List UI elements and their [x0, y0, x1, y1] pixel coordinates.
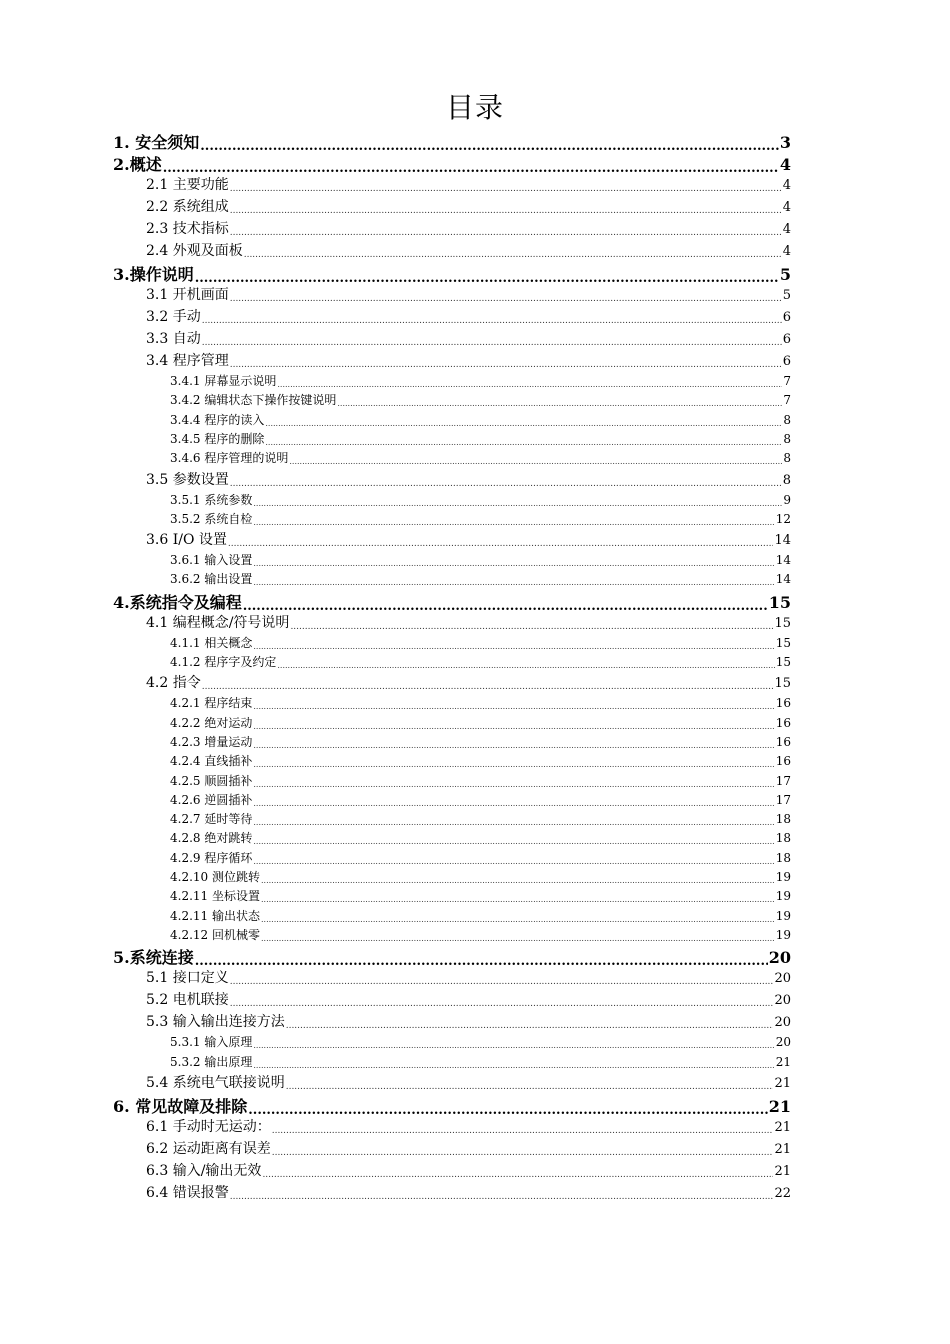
- toc-entry-page: 20: [774, 971, 791, 987]
- toc-entry-level1[interactable]: [113, 262, 791, 284]
- toc-entry-level3[interactable]: [170, 411, 791, 430]
- dot-leader: [253, 837, 774, 849]
- toc-entry-page: 16: [775, 696, 791, 711]
- toc-entry-level2[interactable]: [146, 1138, 791, 1160]
- toc-entry-level3[interactable]: [170, 510, 791, 529]
- toc-entry-page: 18: [775, 812, 791, 827]
- toc-entry-page: 4: [782, 244, 791, 259]
- toc-entry-level2[interactable]: [146, 1182, 791, 1204]
- toc-entry-title: 3.操作说明: [113, 265, 194, 284]
- toc-entry-level3[interactable]: [170, 772, 791, 791]
- dot-leader: [253, 799, 774, 811]
- toc-entry-title: 2.概述: [113, 155, 162, 174]
- dot-leader: [253, 780, 774, 792]
- dot-leader: [253, 1061, 774, 1073]
- toc-entry-title: 4.2.8 绝对跳转: [170, 831, 253, 846]
- toc-entry-level3[interactable]: [170, 733, 791, 752]
- toc-entry-title: 4.2.6 逆圆插补: [170, 792, 253, 807]
- toc-entry-level2[interactable]: [146, 1072, 791, 1094]
- toc-entry-page: 14: [774, 533, 791, 549]
- toc-entry-title: 3.6.1 输入设置: [170, 553, 253, 568]
- toc-entry-page: 17: [775, 792, 791, 807]
- toc-entry-level3[interactable]: [170, 829, 791, 848]
- page-title: 目录: [445, 91, 504, 124]
- toc-entry-title: 3.3 自动: [146, 331, 201, 347]
- toc-entry-title: 3.5.2 系统自检: [170, 511, 253, 526]
- toc-entry-level2[interactable]: [146, 1116, 791, 1138]
- toc-entry-level2[interactable]: [146, 989, 791, 1011]
- toc-entry-level2[interactable]: [146, 174, 791, 196]
- toc-entry-title: 5.2 电机联接: [146, 992, 229, 1009]
- toc-entry-level2[interactable]: [146, 240, 791, 262]
- toc-entry-page: 5: [779, 265, 791, 284]
- toc-entry-title: 3.4 程序管理: [146, 353, 229, 369]
- toc-entry-level2[interactable]: [146, 306, 791, 328]
- toc-entry-page: 8: [782, 472, 791, 488]
- toc-entry-title: 2.4 外观及面板: [146, 243, 243, 259]
- toc-entry-level1[interactable]: [113, 130, 791, 152]
- toc-entry-title: 3.4.5 程序的删除: [170, 431, 265, 446]
- dot-leader: [261, 895, 775, 907]
- toc-entry-title: 6.3 输入/输出无效: [146, 1162, 262, 1179]
- toc-entry-level2[interactable]: [146, 350, 791, 372]
- toc-entry-level3[interactable]: [170, 570, 791, 589]
- toc-entry-title: 3.6 I/O 设置: [146, 532, 227, 549]
- dot-leader: [277, 380, 782, 392]
- toc-entry-title: 5.3.2 输出原理: [170, 1054, 253, 1069]
- toc-entry-level3[interactable]: [170, 372, 791, 391]
- toc-entry-level2[interactable]: [146, 218, 791, 240]
- toc-entry-page: 21: [775, 1054, 791, 1069]
- toc-entry-page: 21: [774, 1163, 791, 1179]
- toc-entry-page: 15: [774, 615, 791, 631]
- toc-entry-page: 20: [774, 1015, 791, 1031]
- toc-entry-title: 3.5 参数设置: [146, 471, 229, 488]
- toc-entry-page: 8: [783, 431, 791, 446]
- dot-leader: [277, 661, 774, 673]
- toc-entry-title: 3.1 开机画面: [146, 287, 229, 303]
- toc-entry-title: 5.1 接口定义: [146, 970, 229, 987]
- toc-entry-page: 15: [774, 676, 791, 692]
- toc-entry-level3[interactable]: [170, 810, 791, 829]
- dot-leader: [253, 702, 774, 714]
- toc-entry-level2[interactable]: [146, 469, 791, 491]
- toc-entry-title: 2.2 系统组成: [146, 199, 229, 215]
- toc-entry-level2[interactable]: [146, 967, 791, 989]
- toc-entry-title: 6.2 运动距离有误差: [146, 1140, 271, 1157]
- dot-leader: [253, 559, 774, 571]
- dot-leader: [253, 1041, 774, 1053]
- toc-entry-level3[interactable]: [170, 634, 791, 653]
- toc-entry-title: 4.2.3 增量运动: [170, 734, 253, 749]
- toc-entry-level1[interactable]: [113, 590, 791, 612]
- toc-entry-level2[interactable]: [146, 196, 791, 218]
- toc-entry-page: 3: [779, 133, 791, 152]
- dot-leader: [230, 1192, 774, 1206]
- toc-entry-title: 6. 常见故障及排除: [113, 1096, 248, 1116]
- toc-entry-level3[interactable]: [170, 1033, 791, 1052]
- toc-entry-page: 19: [775, 908, 791, 923]
- dot-leader: [253, 818, 774, 830]
- toc-entry-title: 4.1.2 程序字及约定: [170, 655, 277, 669]
- toc-entry-level3[interactable]: [170, 491, 791, 510]
- toc-entry-level2[interactable]: [146, 328, 791, 350]
- toc-entry-page: 16: [775, 734, 791, 749]
- toc-entry-level3[interactable]: [170, 694, 791, 713]
- dot-leader: [261, 934, 775, 946]
- toc-entry-level3[interactable]: [170, 1053, 791, 1072]
- toc-entry-level3[interactable]: [170, 653, 791, 672]
- toc-entry-page: 16: [775, 715, 791, 730]
- dot-leader: [253, 499, 782, 511]
- toc-entry-page: 12: [775, 511, 791, 526]
- toc-entry-title: 3.2 手动: [146, 309, 201, 325]
- toc-entry-level3[interactable]: [170, 791, 791, 810]
- toc-entry-level3[interactable]: [170, 714, 791, 733]
- toc-entry-page: 21: [774, 1075, 791, 1091]
- toc-entry-page: 19: [775, 870, 791, 884]
- toc-entry-level3[interactable]: [170, 551, 791, 570]
- toc-entry-level3[interactable]: [170, 449, 791, 468]
- toc-entry-page: 21: [768, 1096, 791, 1116]
- dot-leader: [261, 876, 775, 888]
- toc-entry-title: 2.1 主要功能: [146, 177, 229, 193]
- toc-entry-page: 14: [775, 553, 791, 568]
- toc-entry-page: 4: [782, 222, 791, 237]
- toc-entry-page: 6: [782, 310, 791, 325]
- toc-entry-level3[interactable]: [170, 391, 791, 410]
- toc-entry-title: 4.2.11 坐标设置: [170, 889, 260, 904]
- toc-entry-level2[interactable]: [146, 1160, 791, 1182]
- toc-entry-level2[interactable]: [146, 529, 791, 551]
- toc-entry-title: 3.4.4 程序的读入: [170, 412, 265, 427]
- toc-entry-level2[interactable]: [146, 284, 791, 306]
- toc-entry-level1[interactable]: [113, 945, 791, 967]
- toc-entry-title: 4.2.2 绝对运动: [170, 715, 253, 730]
- toc-entry-page: 9: [783, 492, 791, 507]
- toc-entry-level3[interactable]: [170, 926, 791, 945]
- dot-leader: [265, 419, 782, 431]
- toc-entry-page: 18: [775, 850, 791, 865]
- toc-entry-title: 1. 安全须知: [113, 133, 200, 152]
- toc-entry-level3[interactable]: [170, 907, 791, 926]
- toc-entry-level2[interactable]: [146, 1011, 791, 1033]
- toc-entry-page: 4: [782, 200, 791, 215]
- dot-leader: [253, 578, 774, 590]
- toc-entry-page: 21: [774, 1119, 791, 1135]
- toc-entry-page: 20: [768, 948, 791, 968]
- toc-entry-title: 5.3 输入输出连接方法: [146, 1014, 285, 1031]
- dot-leader: [253, 741, 774, 753]
- toc-entry-page: 15: [775, 635, 791, 650]
- toc-entry-level3[interactable]: [170, 849, 791, 868]
- toc-entry-title: 4.2.11 输出状态: [170, 908, 260, 923]
- dot-leader: [253, 760, 774, 772]
- toc-entry-page: 18: [775, 831, 791, 846]
- toc-entry-title: 5.系统连接: [113, 948, 194, 968]
- dot-leader: [253, 722, 774, 734]
- toc-entry-page: 15: [768, 592, 791, 612]
- toc-entry-title: 3.4.6 程序管理的说明: [170, 451, 289, 466]
- toc-entry-title: 3.4.1 屏幕显示说明: [170, 374, 277, 388]
- toc-entry-page: 7: [783, 393, 791, 408]
- toc-entry-level1[interactable]: [113, 1094, 791, 1116]
- toc-entry-title: 4.系统指令及编程: [113, 592, 242, 612]
- toc-entry-page: 16: [775, 754, 791, 769]
- toc-entry-page: 19: [775, 889, 791, 904]
- toc-entry-level2[interactable]: [146, 672, 791, 694]
- toc-entry-title: 6.1 手动时无运动：: [146, 1118, 271, 1135]
- toc-entry-level3[interactable]: [170, 752, 791, 771]
- toc-entry-title: 4.2.12 回机械零: [170, 927, 260, 942]
- toc-entry-title: 4.2.5 顺圆插补: [170, 773, 253, 788]
- toc-entry-page: 6: [782, 332, 791, 347]
- toc-entry-page: 19: [775, 927, 791, 942]
- toc-entry-page: 5: [782, 288, 791, 303]
- toc-entry-title: 5.4 系统电气联接说明: [146, 1074, 285, 1091]
- toc-entry-title: 4.2.1 程序结束: [170, 696, 253, 711]
- dot-leader: [289, 457, 782, 469]
- toc-entry-title: 4.2.7 延时等待: [170, 812, 253, 827]
- toc-entry-title: 3.4.2 编辑状态下操作按键说明: [170, 393, 337, 408]
- toc-entry-title: 4.2.9 程序循环: [170, 850, 253, 865]
- toc-entry-page: 8: [783, 451, 791, 466]
- toc-entry-title: 4.2.10 测位跳转: [170, 870, 260, 884]
- toc-entry-level2[interactable]: [146, 612, 791, 634]
- toc-entry-page: 15: [775, 655, 791, 669]
- dot-leader: [253, 518, 774, 530]
- toc-entry-page: 8: [783, 412, 791, 427]
- dot-leader: [265, 438, 782, 450]
- toc-entry-page: 20: [774, 993, 791, 1009]
- toc-entry-page: 4: [782, 178, 791, 193]
- toc-entry-title: 4.1 编程概念/符号说明: [146, 614, 290, 631]
- dot-leader: [337, 399, 782, 411]
- toc-entry-level3[interactable]: [170, 430, 791, 449]
- toc-entry-title: 3.6.2 输出设置: [170, 572, 253, 587]
- toc-entry-title: 4.2 指令: [146, 675, 201, 692]
- toc-entry-page: 21: [774, 1141, 791, 1157]
- toc-entry-title: 4.1.1 相关概念: [170, 635, 253, 650]
- toc-entry-page: 7: [783, 374, 791, 388]
- dot-leader: [261, 915, 775, 927]
- toc-entry-level3[interactable]: [170, 868, 791, 887]
- toc-entry-page: 17: [775, 773, 791, 788]
- toc-entry-page: 20: [775, 1035, 791, 1050]
- toc-entry-page: 14: [775, 572, 791, 587]
- toc-entry-title: 2.3 技术指标: [146, 221, 229, 237]
- toc-entry-title: 3.5.1 系统参数: [170, 492, 253, 507]
- toc-entry-level1[interactable]: [113, 152, 791, 174]
- toc-entry-page: 6: [782, 354, 791, 369]
- toc-entry-title: 6.4 错误报警: [146, 1184, 229, 1201]
- toc-entry-title: 5.3.1 输入原理: [170, 1035, 253, 1050]
- toc-entry-page: 4: [779, 155, 791, 174]
- toc-entry-page: 22: [774, 1185, 791, 1201]
- toc-entry-title: 4.2.4 直线插补: [170, 754, 253, 769]
- toc-entry-level3[interactable]: [170, 887, 791, 906]
- dot-leader: [253, 642, 774, 654]
- dot-leader: [253, 857, 774, 869]
